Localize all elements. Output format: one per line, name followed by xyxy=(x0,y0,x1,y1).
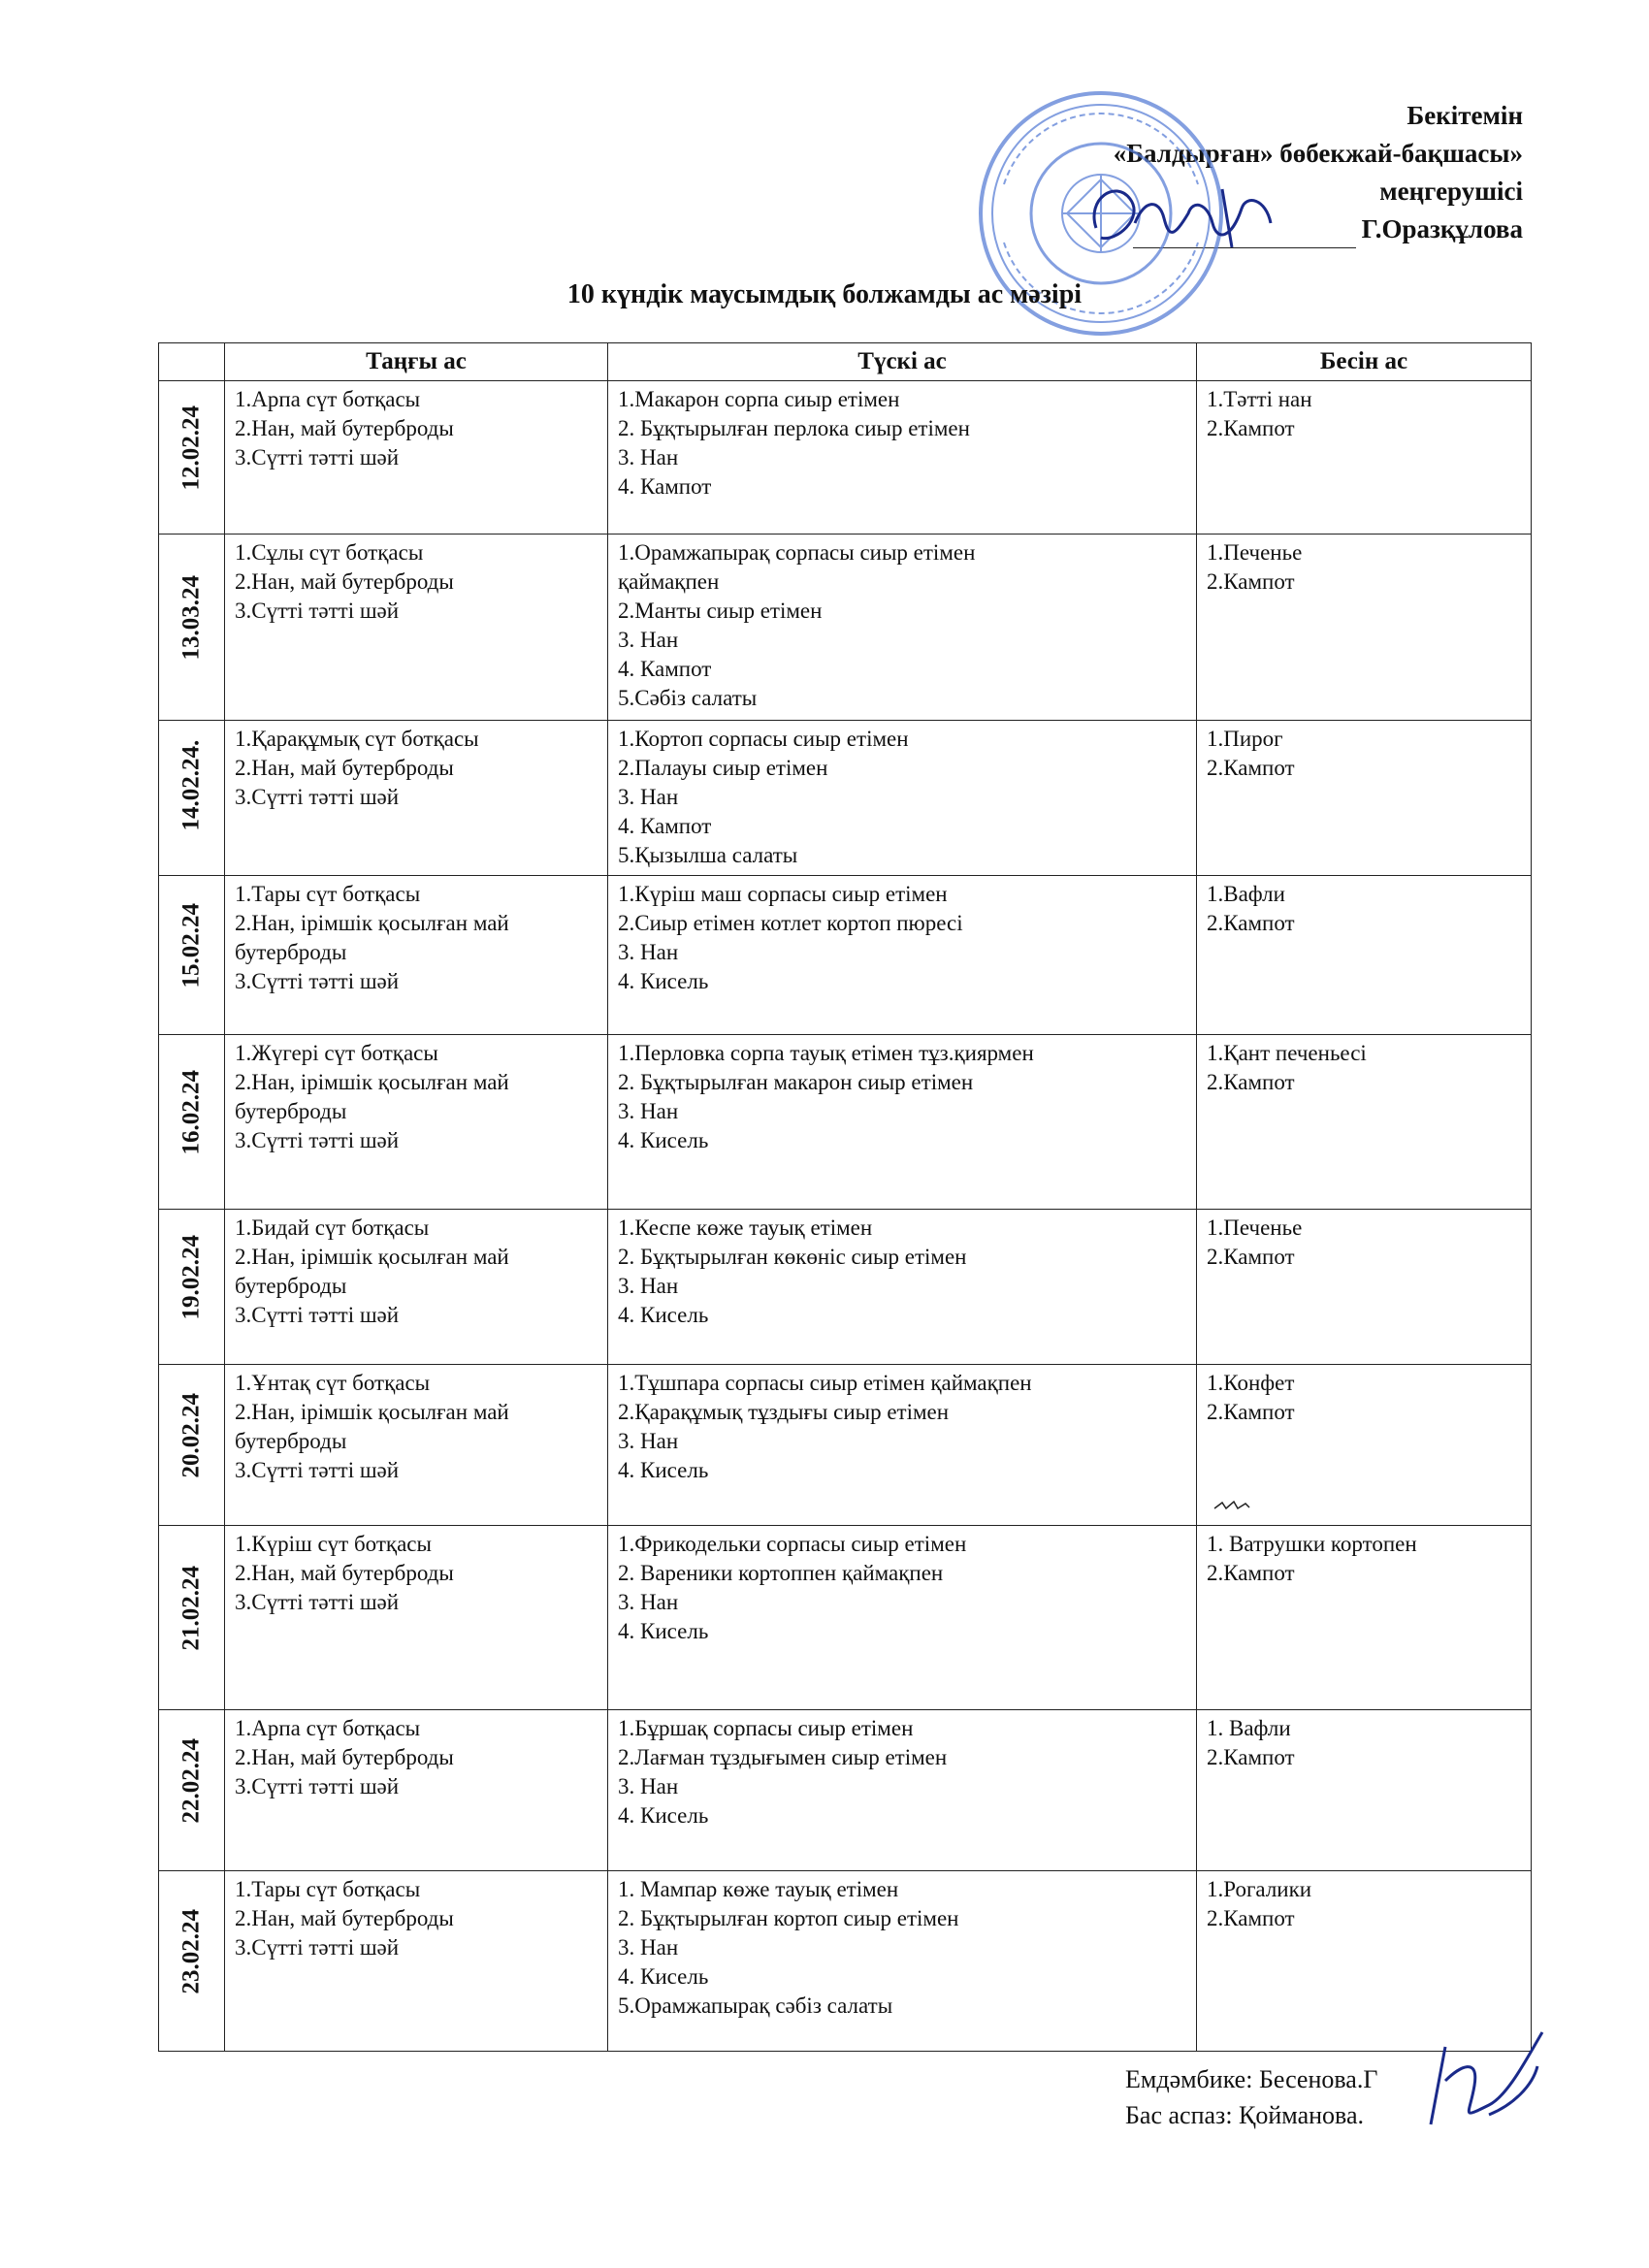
lunch-item: қаймақпен xyxy=(618,569,720,594)
lunch-item: 4. Кисель xyxy=(618,1803,709,1828)
snack-cell xyxy=(1197,381,1532,535)
snack-cell xyxy=(1197,1710,1532,1871)
lunch-item: 4. Кисель xyxy=(618,1303,709,1327)
breakfast-item: бутерброды xyxy=(235,940,347,964)
lunch-cell xyxy=(608,381,1197,535)
lunch-item: 4. Кисель xyxy=(618,1619,709,1643)
date-label: 12.02.24 xyxy=(178,405,205,490)
breakfast-item: 2.Нан, май бутерброды xyxy=(235,1906,454,1930)
snack-item: 2.Кампот xyxy=(1207,1561,1295,1585)
snack-item: 2.Кампот xyxy=(1207,416,1295,440)
lunch-item: 4. Кисель xyxy=(618,1458,709,1482)
lunch-item: 2. Бұқтырылған перлока сиыр етімен xyxy=(618,416,970,440)
snack-item: 2.Кампот xyxy=(1207,1070,1295,1094)
breakfast-cell xyxy=(225,1526,608,1710)
breakfast-cell xyxy=(225,1210,608,1365)
lunch-item: 2.Қарақұмық тұздығы сиыр етімен xyxy=(618,1400,950,1424)
date-cell xyxy=(159,1710,225,1871)
date-cell xyxy=(159,876,225,1035)
footer xyxy=(1125,2061,1377,2133)
date-label: 21.02.24 xyxy=(178,1565,205,1650)
table-row xyxy=(159,1526,1532,1710)
snack-item: 1.Печенье xyxy=(1207,540,1303,565)
breakfast-item: 1.Арпа сүт ботқасы xyxy=(235,1716,421,1740)
breakfast-item: 2.Нан, ірімшік қосылған май xyxy=(235,1070,509,1094)
breakfast-cell xyxy=(225,535,608,721)
breakfast-item: 3.Сүтті тәтті шәй xyxy=(235,1303,400,1327)
breakfast-cell xyxy=(225,1710,608,1871)
director-signature xyxy=(1077,170,1300,257)
breakfast-item: 3.Сүтті тәтті шәй xyxy=(235,969,400,993)
table-row xyxy=(159,1710,1532,1871)
menu-body xyxy=(159,381,1532,2052)
snack-cell xyxy=(1197,535,1532,721)
lunch-item: 3. Нан xyxy=(618,445,679,470)
date-label: 14.02.24. xyxy=(178,739,205,830)
lunch-item: 1.Макарон сорпа сиыр етімен xyxy=(618,387,900,411)
lunch-item: 1. Мампар көже тауық етімен xyxy=(618,1877,899,1901)
snack-item: 2.Кампот xyxy=(1207,1245,1295,1269)
snack-item: 1.Печенье xyxy=(1207,1215,1303,1240)
breakfast-item: 3.Сүтті тәтті шәй xyxy=(235,445,400,470)
breakfast-item: 3.Сүтті тәтті шәй xyxy=(235,1590,400,1614)
breakfast-item: 1.Тары сүт ботқасы xyxy=(235,882,421,906)
snack-item: 2.Кампот xyxy=(1207,756,1295,780)
lunch-item: 2.Сиыр етімен котлет кортоп пюресі xyxy=(618,911,963,935)
breakfast-item: 1.Жүгері сүт ботқасы xyxy=(235,1041,438,1065)
snack-item: 2.Кампот xyxy=(1207,569,1295,594)
lunch-item: 2.Манты сиыр етімен xyxy=(618,599,823,623)
lunch-item: 2. Бұқтырылған көкөніс сиыр етімен xyxy=(618,1245,967,1269)
snack-cell xyxy=(1197,1035,1532,1210)
lunch-item: 4. Кампот xyxy=(618,814,712,838)
breakfast-item: 3.Сүтті тәтті шәй xyxy=(235,1458,400,1482)
breakfast-item: 3.Сүтті тәтті шәй xyxy=(235,785,400,809)
breakfast-item: 3.Сүтті тәтті шәй xyxy=(235,1128,400,1152)
table-row xyxy=(159,535,1532,721)
breakfast-cell xyxy=(225,381,608,535)
snack-item: 1.Қант печеньесі xyxy=(1207,1041,1367,1065)
breakfast-item: 2.Нан, ірімшік қосылған май xyxy=(235,1400,509,1424)
date-label: 16.02.24 xyxy=(178,1069,205,1154)
date-cell xyxy=(159,1210,225,1365)
date-cell xyxy=(159,721,225,876)
breakfast-item: бутерброды xyxy=(235,1099,347,1123)
breakfast-cell xyxy=(225,1035,608,1210)
lunch-item: 1.Кеспе көже тауық етімен xyxy=(618,1215,873,1240)
lunch-cell xyxy=(608,876,1197,1035)
breakfast-item: 3.Сүтті тәтті шәй xyxy=(235,599,400,623)
date-cell xyxy=(159,535,225,721)
breakfast-cell xyxy=(225,721,608,876)
lunch-item: 1.Орамжапырақ сорпасы сиыр етімен xyxy=(618,540,976,565)
snack-item: 2.Кампот xyxy=(1207,911,1295,935)
lunch-item: 1.Күріш маш сорпасы сиыр етімен xyxy=(618,882,948,906)
snack-item: 1. Вафли xyxy=(1207,1716,1291,1740)
breakfast-item: 1.Бидай сүт ботқасы xyxy=(235,1215,430,1240)
breakfast-item: 1.Тары сүт ботқасы xyxy=(235,1877,421,1901)
date-cell xyxy=(159,1526,225,1710)
table-row xyxy=(159,1035,1532,1210)
date-label: 19.02.24 xyxy=(178,1234,205,1319)
snack-item: 2.Кампот xyxy=(1207,1906,1295,1930)
header-breakfast: Таңғы ас xyxy=(225,343,608,381)
breakfast-item: бутерброды xyxy=(235,1274,347,1298)
lunch-item: 3. Нан xyxy=(618,785,679,809)
approval-line-2: «Балдырған» бөбекжай-бақшасы» xyxy=(1113,139,1523,168)
lunch-item: 3. Нан xyxy=(618,1429,679,1453)
lunch-item: 5.Қызылша салаты xyxy=(618,843,798,867)
breakfast-item: 1.Сұлы сүт ботқасы xyxy=(235,540,424,565)
lunch-item: 4. Кисель xyxy=(618,1128,709,1152)
snack-item: 1. Ватрушки кортопен xyxy=(1207,1532,1417,1556)
snack-cell xyxy=(1197,876,1532,1035)
lunch-item: 2.Палауы сиыр етімен xyxy=(618,756,828,780)
lunch-item: 1.Бұршақ сорпасы сиыр етімен xyxy=(618,1716,914,1740)
table-row xyxy=(159,1210,1532,1365)
breakfast-item: 2.Нан, май бутерброды xyxy=(235,1745,454,1769)
snack-cell xyxy=(1197,721,1532,876)
lunch-cell xyxy=(608,1526,1197,1710)
table-row xyxy=(159,381,1532,535)
header-lunch: Түскі ас xyxy=(608,343,1197,381)
header-date xyxy=(159,343,225,381)
lunch-cell xyxy=(608,721,1197,876)
table-row xyxy=(159,721,1532,876)
lunch-item: 4. Кампот xyxy=(618,657,712,681)
lunch-item: 3. Нан xyxy=(618,628,679,652)
snack-item: 1.Тәтті нан xyxy=(1207,387,1312,411)
breakfast-item: 3.Сүтті тәтті шәй xyxy=(235,1774,400,1798)
breakfast-item: 2.Нан, май бутерброды xyxy=(235,1561,454,1585)
dietitian-line: Емдәмбике: Бесенова.Г xyxy=(1125,2065,1378,2093)
lunch-item: 4. Кисель xyxy=(618,1964,709,1989)
breakfast-item: 1.Арпа сүт ботқасы xyxy=(235,387,421,411)
snack-item: 1.Конфет xyxy=(1207,1371,1295,1395)
lunch-item: 4. Кампот xyxy=(618,474,712,499)
lunch-item: 2. Бұқтырылған кортоп сиыр етімен xyxy=(618,1906,959,1930)
lunch-cell xyxy=(608,1871,1197,2052)
snack-item: 1.Рогалики xyxy=(1207,1877,1312,1901)
lunch-item: 3. Нан xyxy=(618,1590,679,1614)
lunch-cell xyxy=(608,1710,1197,1871)
breakfast-item: 2.Нан, май бутерброды xyxy=(235,416,454,440)
lunch-item: 3. Нан xyxy=(618,1274,679,1298)
lunch-item: 1.Перловка сорпа тауық етімен тұз.қиярмен xyxy=(618,1041,1034,1065)
breakfast-cell xyxy=(225,876,608,1035)
lunch-item: 3. Нан xyxy=(618,1099,679,1123)
snack-cell xyxy=(1197,1526,1532,1710)
lunch-cell xyxy=(608,1210,1197,1365)
snack-cell xyxy=(1197,1871,1532,2052)
snack-item: 2.Кампот xyxy=(1207,1400,1295,1424)
breakfast-item: 1.Күріш сүт ботқасы xyxy=(235,1532,432,1556)
snack-item: 1.Пирог xyxy=(1207,727,1283,751)
lunch-item: 5.Орамжапырақ сәбіз салаты xyxy=(618,1993,893,2018)
breakfast-item: 2.Нан, ірімшік қосылған май xyxy=(235,1245,509,1269)
lunch-item: 5.Сәбіз салаты xyxy=(618,686,758,710)
breakfast-item: 1.Қарақұмық сүт ботқасы xyxy=(235,727,479,751)
lunch-item: 2.Лағман тұздығымен сиыр етімен xyxy=(618,1745,948,1769)
date-label: 13.03.24 xyxy=(178,574,205,660)
date-cell xyxy=(159,1035,225,1210)
lunch-item: 3. Нан xyxy=(618,1935,679,1960)
breakfast-item: 2.Нан, ірімшік қосылған май xyxy=(235,911,509,935)
lunch-item: 2. Бұқтырылған макарон сиыр етімен xyxy=(618,1070,974,1094)
lunch-item: 3. Нан xyxy=(618,940,679,964)
date-label: 22.02.24 xyxy=(178,1737,205,1823)
table-row xyxy=(159,1365,1532,1526)
breakfast-item: 2.Нан, май бутерброды xyxy=(235,569,454,594)
date-label: 23.02.24 xyxy=(178,1908,205,1993)
lunch-cell xyxy=(608,1035,1197,1210)
date-cell xyxy=(159,1365,225,1526)
lunch-cell xyxy=(608,535,1197,721)
date-label: 15.02.24 xyxy=(178,902,205,988)
lunch-item: 2. Вареники кортоппен қаймақпен xyxy=(618,1561,944,1585)
snack-cell xyxy=(1197,1210,1532,1365)
date-cell xyxy=(159,381,225,535)
lunch-cell xyxy=(608,1365,1197,1526)
approval-line-3: меңгерушісі xyxy=(1379,177,1523,206)
chef-line: Бас аспаз: Қойманова. xyxy=(1125,2101,1364,2129)
lunch-item: 3. Нан xyxy=(618,1774,679,1798)
breakfast-cell xyxy=(225,1871,608,2052)
breakfast-item: 2.Нан, май бутерброды xyxy=(235,756,454,780)
table-header-row xyxy=(159,343,1532,381)
breakfast-cell xyxy=(225,1365,608,1526)
lunch-item: 1.Кортоп сорпасы сиыр етімен xyxy=(618,727,909,751)
director-name: Г.Оразқұлова xyxy=(1361,214,1523,243)
date-cell xyxy=(159,1871,225,2052)
date-label: 20.02.24 xyxy=(178,1392,205,1477)
breakfast-item: бутерброды xyxy=(235,1429,347,1453)
lunch-item: 4. Кисель xyxy=(618,969,709,993)
breakfast-item: 1.Ұнтақ сүт ботқасы xyxy=(235,1371,431,1395)
pen-mark xyxy=(1212,1499,1251,1512)
menu-table xyxy=(158,342,1532,2052)
breakfast-item: 3.Сүтті тәтті шәй xyxy=(235,1935,400,1960)
page-title: 10 күндік маусымдық болжамды ас мәзірі xyxy=(566,279,1083,309)
snack-item: 1.Вафли xyxy=(1207,882,1285,906)
table-row xyxy=(159,876,1532,1035)
lunch-item: 1.Тұшпара сорпасы сиыр етімен қаймақпен xyxy=(618,1371,1032,1395)
header-snack: Бесін ас xyxy=(1197,343,1532,381)
chef-signature xyxy=(1421,2027,1557,2134)
approval-line-1: Бекітемін xyxy=(1406,101,1523,130)
lunch-item: 1.Фрикодельки сорпасы сиыр етімен xyxy=(618,1532,967,1556)
snack-item: 2.Кампот xyxy=(1207,1745,1295,1769)
table-row xyxy=(159,1871,1532,2052)
